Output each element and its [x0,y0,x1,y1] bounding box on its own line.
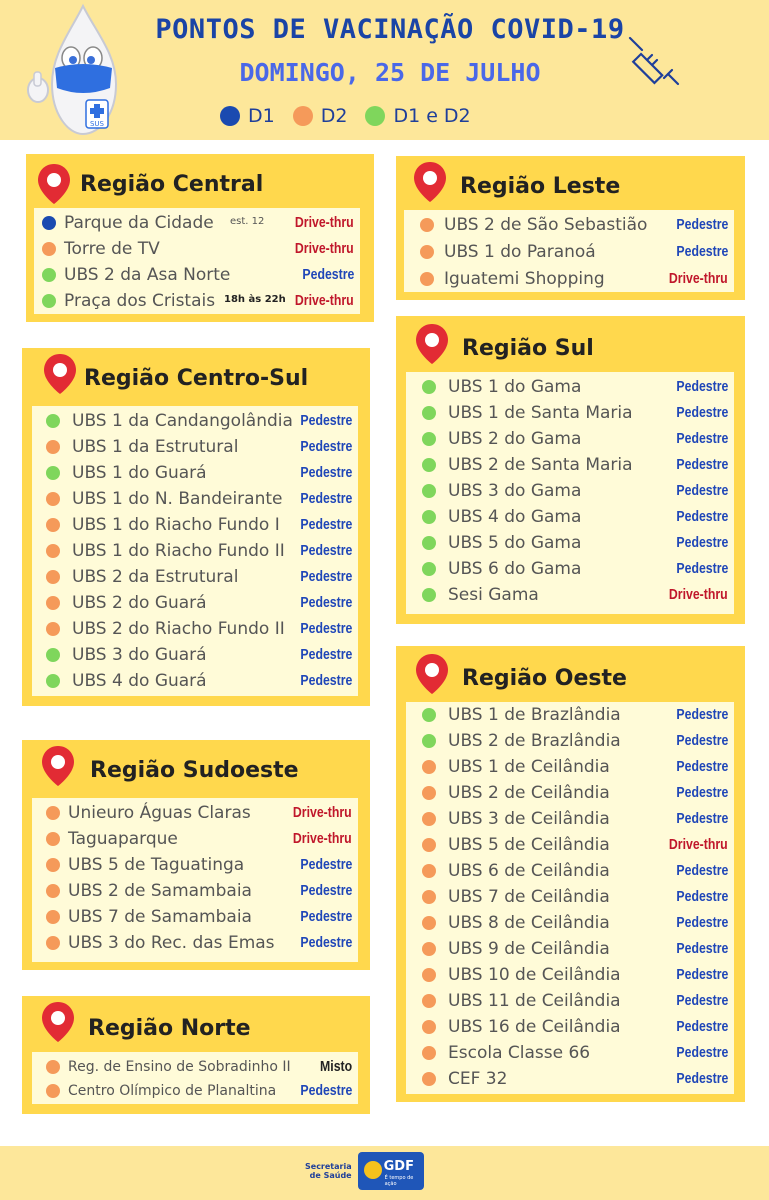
access-type-label: Pedestre [300,516,352,533]
access-type-label: Pedestre [300,438,352,455]
location-pin-icon [40,744,76,788]
location-name: UBS 1 do Guará [72,463,207,483]
location-name: UBS 2 do Riacho Fundo II [72,619,285,639]
location-name: UBS 2 do Guará [72,593,207,613]
dose-dot [422,510,436,524]
location-name: Unieuro Águas Claras [68,803,251,823]
location-row [406,962,734,988]
location-pin-icon [36,162,72,206]
access-type-label: Drive-thru [669,586,728,603]
access-type-label: Pedestre [300,908,352,925]
access-type-label: Pedestre [676,404,728,421]
access-type-label: Pedestre [300,568,352,585]
access-type-label: Pedestre [300,490,352,507]
dose-dot [422,994,436,1008]
location-row [406,780,734,806]
location-row [32,826,358,852]
location-name: UBS 3 do Gama [448,481,582,501]
location-row [32,460,358,486]
sus-badge-text: SUS [89,120,105,128]
gdf-logo-text: GDF [383,1159,414,1174]
location-row [32,486,358,512]
location-name: Iguatemi Shopping [444,269,605,289]
location-name: Reg. de Ensino de Sobradinho II [68,1059,291,1075]
dose-dot [420,245,434,259]
access-type-label: Drive-thru [295,292,354,309]
dose-dot [46,622,60,636]
location-row [406,1066,734,1092]
access-type-label: Pedestre [676,508,728,525]
access-type-label: Pedestre [676,1044,728,1061]
location-row [406,374,734,400]
location-name: UBS 10 de Ceilândia [448,965,621,985]
access-type-label: Pedestre [676,1018,728,1035]
dose-dot [46,936,60,950]
location-row [406,728,734,754]
access-type-label: Pedestre [676,1070,728,1087]
access-type-label: Drive-thru [669,270,728,287]
access-type-label: Pedestre [676,456,728,473]
access-type-label: Pedestre [676,706,728,723]
location-row [34,262,360,288]
location-row [406,858,734,884]
page-subtitle: DOMINGO, 25 DE JULHO [239,58,541,87]
region-card-sul [396,316,745,624]
dose-dot [422,536,436,550]
location-row [32,434,358,460]
region-title: Região Centro-Sul [84,366,309,391]
location-name: Escola Classe 66 [448,1043,591,1063]
location-pin-icon [42,352,78,396]
location-name: UBS 2 de Samambaia [68,881,252,901]
dose-dot [422,588,436,602]
region-card-sudoeste [22,740,370,970]
access-type-label: Pedestre [676,482,728,499]
access-type-label: Pedestre [300,542,352,559]
dose-legend [220,105,471,127]
secretaria-line: Secretaria [305,1162,352,1171]
dose-dot [46,858,60,872]
region-title: Região Oeste [462,666,627,691]
dose-dot [422,406,436,420]
region-title: Região Sul [462,336,594,361]
location-row [32,800,358,826]
location-name: Praça dos Cristais [64,291,216,311]
dose-dot [46,440,60,454]
location-name: UBS 3 do Guará [72,645,207,665]
dose-dot [422,1072,436,1086]
dose-dot [422,760,436,774]
location-name: UBS 3 do Rec. das Emas [68,933,275,953]
location-name: UBS 4 do Gama [448,507,582,527]
location-name: UBS 1 do N. Bandeirante [72,489,283,509]
access-type-label: Pedestre [676,560,728,577]
dose-dot [422,432,436,446]
location-row [406,478,734,504]
location-row [404,212,734,238]
dose-dot [42,294,56,308]
access-type-label: Pedestre [676,992,728,1009]
region-title: Região Norte [88,1016,251,1041]
dose-dot [420,272,434,286]
location-name: UBS 9 de Ceilândia [448,939,610,959]
region-list [404,210,734,292]
access-type-label: Pedestre [676,914,728,931]
dose-dot [46,570,60,584]
region-card-central [26,154,374,322]
location-name: UBS 7 de Samambaia [68,907,252,927]
region-list [32,798,358,962]
secretaria-logo-text [305,1162,352,1180]
location-row [406,702,734,728]
location-name: UBS 7 de Ceilândia [448,887,610,907]
location-row [32,616,358,642]
legend-dot-d1 [220,106,240,126]
access-type-label: Pedestre [676,534,728,551]
dose-dot [422,380,436,394]
region-list [406,702,734,1094]
access-type-label: Pedestre [676,862,728,879]
location-row [406,530,734,556]
location-row [32,668,358,694]
dose-dot [46,544,60,558]
dose-dot [46,806,60,820]
location-name: UBS 6 de Ceilândia [448,861,610,881]
location-name: UBS 3 de Ceilândia [448,809,610,829]
dose-dot [46,466,60,480]
dose-dot [42,242,56,256]
access-type-label: Pedestre [300,646,352,663]
location-row [32,538,358,564]
dose-dot [42,268,56,282]
dose-dot [422,916,436,930]
location-note: est. 12 [230,216,265,227]
location-row [406,452,734,478]
dose-dot [42,216,56,230]
sun-icon [364,1161,382,1179]
location-pin-icon [40,1000,76,1044]
region-title: Região Sudoeste [90,758,299,783]
location-name: UBS 2 da Asa Norte [64,265,231,285]
location-name: UBS 2 de Santa Maria [448,455,633,475]
dose-dot [422,708,436,722]
legend-label: D1 e D2 [393,105,471,127]
access-type-label: Pedestre [676,810,728,827]
location-name: UBS 1 da Estrutural [72,437,239,457]
dose-dot [422,458,436,472]
location-name: UBS 8 de Ceilândia [448,913,610,933]
dose-dot [422,864,436,878]
region-list [32,406,358,696]
location-name: Parque da Cidade [64,213,214,233]
syringe-icon [626,34,682,90]
location-row [32,930,358,956]
location-row [406,806,734,832]
location-row [406,1040,734,1066]
dose-dot [46,1060,60,1074]
region-card-oeste [396,646,745,1102]
region-card-leste [396,156,745,300]
location-row [406,936,734,962]
access-type-label: Pedestre [676,216,728,233]
location-row [34,236,360,262]
location-row [32,852,358,878]
location-name: UBS 2 de São Sebastião [444,215,648,235]
location-row [32,590,358,616]
access-type-label: Misto [319,1058,352,1075]
access-type-label: Pedestre [300,672,352,689]
access-type-label: Drive-thru [293,804,352,821]
access-type-label: Pedestre [300,934,352,951]
access-type-label: Pedestre [676,966,728,983]
gdf-slogan: É tempo de ação [384,1175,414,1187]
access-type-label: Pedestre [300,464,352,481]
region-title: Região Central [80,172,264,197]
location-name: UBS 1 de Ceilândia [448,757,610,777]
dose-dot [422,838,436,852]
region-card-centro-sul [22,348,370,706]
location-row [32,642,358,668]
access-type-label: Pedestre [302,266,354,283]
location-row [32,1054,358,1080]
location-name: UBS 2 do Gama [448,429,582,449]
location-name: UBS 16 de Ceilândia [448,1017,621,1037]
location-name: UBS 2 de Ceilândia [448,783,610,803]
secretaria-line: de Saúde [309,1171,352,1180]
dose-dot [46,1084,60,1098]
access-type-label: Drive-thru [293,830,352,847]
access-type-label: Pedestre [300,412,352,429]
dose-dot [46,832,60,846]
access-type-label: Pedestre [676,243,728,260]
region-list [34,208,360,314]
dose-dot [422,786,436,800]
access-type-label: Pedestre [300,1082,352,1099]
location-pin-icon [414,322,450,366]
dose-dot [422,1046,436,1060]
location-name: UBS 5 de Taguatinga [68,855,245,875]
location-name: UBS 1 do Gama [448,377,582,397]
location-row [34,210,360,236]
legend-dot-d1-d2 [365,106,385,126]
location-name: UBS 1 do Riacho Fundo I [72,515,280,535]
region-title: Região Leste [460,174,621,199]
access-type-label: Pedestre [676,940,728,957]
location-row [406,884,734,910]
location-name: UBS 1 do Riacho Fundo II [72,541,285,561]
dose-dot [46,648,60,662]
location-row [404,266,734,292]
access-type-label: Pedestre [676,430,728,447]
location-name: Taguaparque [68,829,178,849]
location-name: Sesi Gama [448,585,539,605]
legend-label: D1 [248,105,275,127]
location-row [406,832,734,858]
location-row [406,910,734,936]
dose-dot [422,484,436,498]
access-type-label: Pedestre [300,882,352,899]
location-name: UBS 4 do Guará [72,671,207,691]
dose-dot [422,812,436,826]
dose-dot [46,884,60,898]
location-row [404,239,734,265]
location-name: Torre de TV [64,239,160,259]
location-row [32,878,358,904]
dose-dot [46,492,60,506]
location-name: UBS 1 da Candangolândia [72,411,293,431]
location-name: UBS 2 de Brazlândia [448,731,621,751]
dose-dot [422,890,436,904]
location-name: UBS 6 do Gama [448,559,582,579]
location-row [406,400,734,426]
location-row [32,512,358,538]
location-name: UBS 1 do Paranoá [444,242,596,262]
dose-dot [46,910,60,924]
region-card-norte [22,996,370,1114]
location-pin-icon [414,652,450,696]
location-row [406,754,734,780]
location-name: UBS 5 de Ceilândia [448,835,610,855]
dose-dot [422,1020,436,1034]
location-row [406,426,734,452]
location-row [406,582,734,608]
dose-dot [46,674,60,688]
location-row [406,556,734,582]
location-row [32,564,358,590]
location-note: 18h às 22h [224,294,286,305]
page-title: PONTOS DE VACINAÇÃO COVID-19 [155,14,625,45]
footer-logos [305,1152,424,1190]
access-type-label: Drive-thru [295,240,354,257]
location-row [32,1078,358,1104]
location-row [32,904,358,930]
access-type-label: Drive-thru [295,214,354,231]
dose-dot [46,414,60,428]
location-name: UBS 2 da Estrutural [72,567,239,587]
legend-item [293,105,348,127]
access-type-label: Pedestre [300,594,352,611]
access-type-label: Pedestre [300,856,352,873]
dose-dot [422,968,436,982]
gdf-logo [358,1152,424,1190]
location-name: UBS 1 de Brazlândia [448,705,621,725]
location-name: Centro Olímpico de Planaltina [68,1083,277,1099]
dose-dot [422,562,436,576]
legend-label: D2 [320,105,348,127]
region-list [406,372,734,614]
location-name: UBS 5 do Gama [448,533,582,553]
legend-dot-d2 [293,106,313,126]
dose-dot [422,942,436,956]
legend-item [220,105,275,127]
location-row [32,408,358,434]
location-row [406,988,734,1014]
location-row [34,288,360,314]
region-list [32,1052,358,1104]
access-type-label: Drive-thru [669,836,728,853]
dose-dot [420,218,434,232]
location-pin-icon [412,160,448,204]
location-row [406,504,734,530]
ze-gotinha-mascot [22,2,144,136]
access-type-label: Pedestre [676,378,728,395]
location-row [406,1014,734,1040]
access-type-label: Pedestre [676,888,728,905]
legend-item [365,105,470,127]
access-type-label: Pedestre [676,784,728,801]
dose-dot [46,518,60,532]
access-type-label: Pedestre [300,620,352,637]
dose-dot [46,596,60,610]
access-type-label: Pedestre [676,758,728,775]
location-name: UBS 1 de Santa Maria [448,403,633,423]
dose-dot [422,734,436,748]
location-name: CEF 32 [448,1069,508,1089]
location-name: UBS 11 de Ceilândia [448,991,621,1011]
access-type-label: Pedestre [676,732,728,749]
